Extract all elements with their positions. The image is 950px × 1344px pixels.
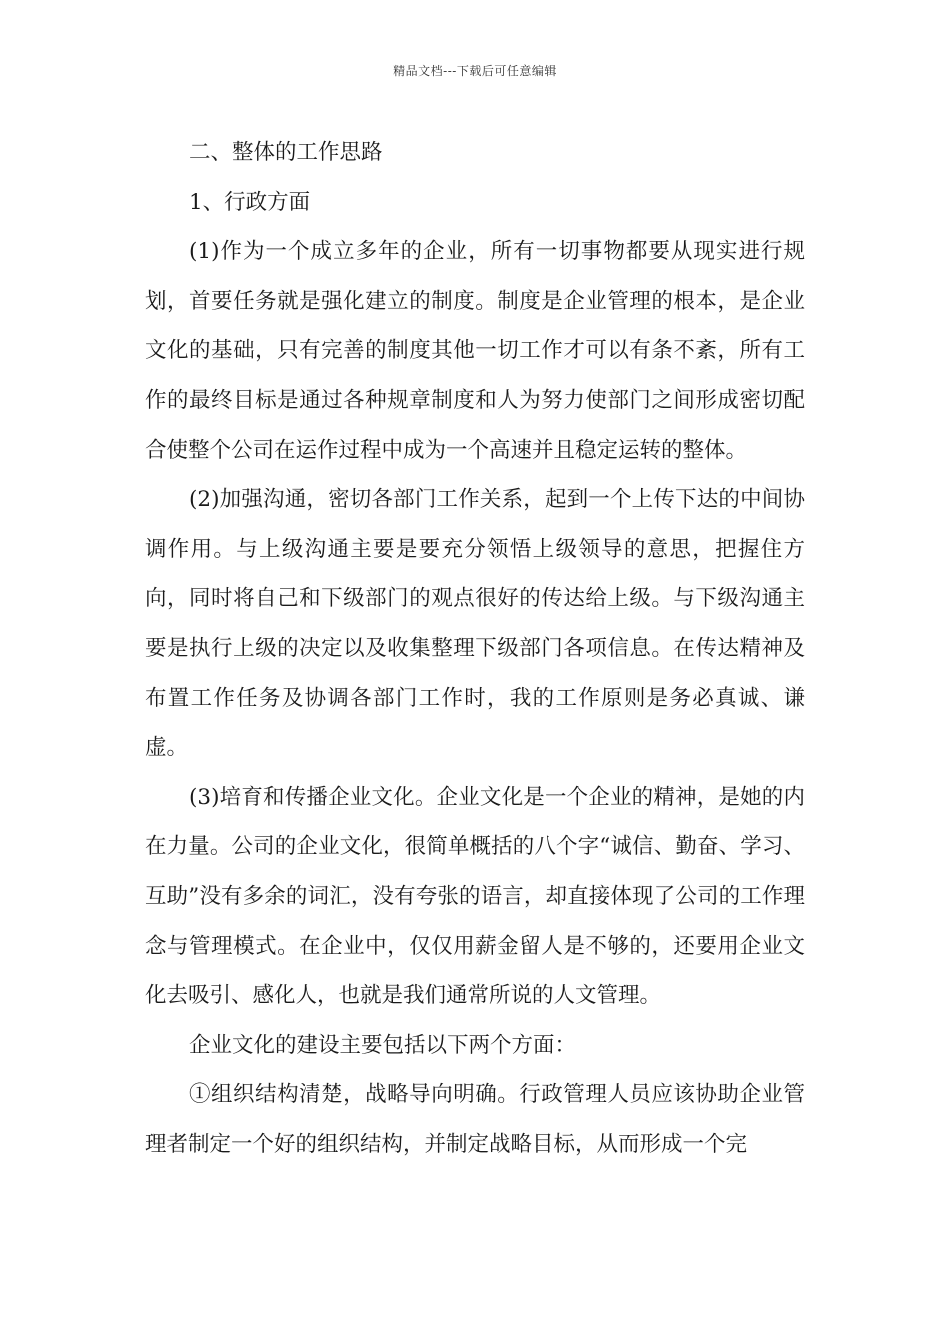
document-body <box>145 128 805 1169</box>
paragraph-4: 企业文化的建设主要包括以下两个方面： <box>189 1032 577 1058</box>
paragraph-5: ①组织结构清楚，战略导向明确。行政管理人员应该协助企业管理者制定一个好的组织结构，并制定战略目标，从而形成一个完 <box>145 1082 805 1157</box>
subsection-heading: 1、行政方面 <box>189 189 311 215</box>
section-heading: 二、整体的工作思路 <box>189 140 383 165</box>
page-header: 精品文档---下载后可任意编辑 <box>393 64 557 78</box>
paragraph-3: (3)培育和传播企业文化。企业文化是一个企业的精神，是她的内在力量。公司的企业文化，很简单概括的八个字“诚信、勤奋、学习、互助”没有多余的词汇，没有夸张的语言，却直接体现了公司的工作理念与管理模式。在企业中，仅仅用薪金留人是不够的，还要用企业文化去吸引、感化人，也就是我们通常所说的人文管理。 <box>145 784 805 1009</box>
paragraph-2: (2)加强沟通，密切各部门工作关系，起到一个上传下达的中间协调作用。与上级沟通主要是要充分领悟上级领导的意思，把握住方向，同时将自己和下级部门的观点很好的传达给上级。与下级沟通主要是执行上级的决定以及收集整理下级部门各项信息。在传达精神及布置工作任务及协调各部门工作时，我的工作原则是务必真诚、谦虚。 <box>145 487 805 761</box>
paragraph-1: (1)作为一个成立多年的企业，所有一切事物都要从现实进行规划，首要任务就是强化建立的制度。制度是企业管理的根本，是企业文化的基础，只有完善的制度其他一切工作才可以有条不紊，所有工作的最终目标是通过各种规章制度和人为努力使部门之间形成密切配合使整个公司在运作过程中成为一个高速并且稳定运转的整体。 <box>145 239 805 463</box>
